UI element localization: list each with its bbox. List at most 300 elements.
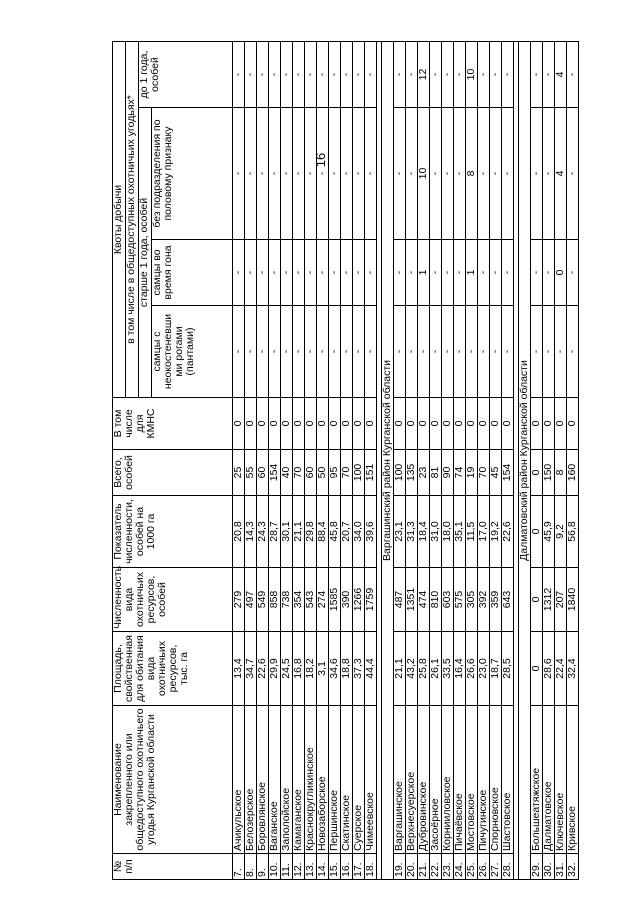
row-value: 34,6 <box>329 632 341 706</box>
row-value: - <box>466 306 478 398</box>
row-value: 0 <box>353 398 365 450</box>
row-value: 34,7 <box>245 632 257 706</box>
row-value: 45,8 <box>329 496 341 568</box>
row-value: - <box>543 240 555 306</box>
row-value: - <box>317 108 329 240</box>
row-value: 0 <box>466 398 478 450</box>
row-value: 18,4 <box>418 496 430 568</box>
row-number: 32. <box>567 854 579 880</box>
row-number: 19. <box>394 854 406 880</box>
row-value: 60 <box>305 450 317 496</box>
row-value: 22,6 <box>502 496 514 568</box>
row-value: 0 <box>394 398 406 450</box>
row-value: - <box>281 240 293 306</box>
row-value: 390 <box>341 568 353 632</box>
row-value: 13,4 <box>233 632 245 706</box>
row-name: Пичаёвское <box>454 706 466 854</box>
row-name: Корнииловское <box>442 706 454 854</box>
row-value: 0 <box>531 632 543 706</box>
table-row <box>567 41 579 879</box>
group-heading: Варгашинский район Курганской области <box>382 41 394 879</box>
table-row <box>365 41 377 879</box>
table-row <box>418 41 430 879</box>
row-value: 3,1 <box>317 632 329 706</box>
row-value: - <box>293 240 305 306</box>
rotated-table-frame <box>112 42 579 880</box>
row-value: 26,6 <box>466 632 478 706</box>
row-value: 0 <box>269 398 281 450</box>
row-value: 0 <box>233 398 245 450</box>
row-name: Краснокругликинское <box>305 706 317 854</box>
row-name: Боровлянское <box>257 706 269 854</box>
row-number: 23. <box>442 854 454 880</box>
group-heading-row <box>519 41 531 879</box>
table-row <box>442 41 454 879</box>
row-value: 543 <box>305 568 317 632</box>
header-num: № п/п <box>113 854 233 880</box>
table-row <box>478 41 490 879</box>
row-value: 279 <box>233 568 245 632</box>
row-value: 392 <box>478 568 490 632</box>
row-value: 25 <box>233 450 245 496</box>
row-value: - <box>478 108 490 240</box>
row-value: 70 <box>293 450 305 496</box>
row-value: 0 <box>531 496 543 568</box>
row-value: - <box>394 41 406 107</box>
row-value: - <box>233 108 245 240</box>
row-number: 10. <box>269 854 281 880</box>
row-value: - <box>454 306 466 398</box>
row-value: 32,4 <box>567 632 579 706</box>
header-males-rut: самцы во время гона <box>152 240 233 306</box>
row-value: - <box>442 41 454 107</box>
row-value: - <box>442 108 454 240</box>
row-value: 74 <box>454 450 466 496</box>
row-value: 28,5 <box>502 632 514 706</box>
table-body <box>233 41 579 879</box>
row-value: - <box>305 108 317 240</box>
row-value: - <box>442 306 454 398</box>
row-value: - <box>341 108 353 240</box>
row-value: 0 <box>502 398 514 450</box>
row-name: Першинское <box>329 706 341 854</box>
row-number: 28. <box>502 854 514 880</box>
row-value: 28,7 <box>269 496 281 568</box>
row-value: 23,0 <box>478 632 490 706</box>
row-value: 0 <box>531 450 543 496</box>
row-number: 29. <box>531 854 543 880</box>
row-value: 45 <box>490 450 502 496</box>
row-value: - <box>233 41 245 107</box>
row-value: 643 <box>502 568 514 632</box>
row-value: 90 <box>442 450 454 496</box>
row-name: Суерское <box>353 706 365 854</box>
row-value: 21,1 <box>394 632 406 706</box>
row-value: - <box>502 306 514 398</box>
row-number: 25. <box>466 854 478 880</box>
row-value: 0 <box>341 398 353 450</box>
row-value: 858 <box>269 568 281 632</box>
row-value: - <box>305 41 317 107</box>
row-value: 26,1 <box>430 632 442 706</box>
row-value: - <box>353 240 365 306</box>
row-value: 0 <box>430 398 442 450</box>
row-name: Пичугинское <box>478 706 490 854</box>
row-value: 497 <box>245 568 257 632</box>
table-row <box>543 41 555 879</box>
row-value: - <box>543 108 555 240</box>
table-row <box>317 41 329 879</box>
row-value: 24,5 <box>281 632 293 706</box>
row-value: - <box>478 41 490 107</box>
row-value: 40 <box>281 450 293 496</box>
row-value: 31,0 <box>430 496 442 568</box>
row-name: Верхнесуерское <box>406 706 418 854</box>
row-value: 0 <box>442 398 454 450</box>
row-value: 1 <box>466 240 478 306</box>
row-value: - <box>454 240 466 306</box>
row-value: - <box>305 306 317 398</box>
header-name: Наименование закрепленного или общедоступного охотничьего угодья Курганской области <box>113 706 233 854</box>
table-row <box>329 41 341 879</box>
row-value: 575 <box>454 568 466 632</box>
row-value: - <box>317 306 329 398</box>
row-value: 738 <box>281 568 293 632</box>
row-number: 31. <box>555 854 567 880</box>
row-value: - <box>406 41 418 107</box>
table-row <box>305 41 317 879</box>
row-name: Далматовское <box>543 706 555 854</box>
row-value: 1840 <box>567 568 579 632</box>
row-value: 1585 <box>329 568 341 632</box>
table-row <box>490 41 502 879</box>
table-row <box>394 41 406 879</box>
row-value: 23,1 <box>394 496 406 568</box>
row-value: 70 <box>478 450 490 496</box>
row-number: 9. <box>257 854 269 880</box>
row-name: Скатинское <box>341 706 353 854</box>
table-row <box>269 41 281 879</box>
row-value: - <box>531 108 543 240</box>
row-value: - <box>567 306 579 398</box>
header-under-one: до 1 года, особей <box>139 41 233 107</box>
row-value: 34,0 <box>353 496 365 568</box>
row-value: - <box>329 240 341 306</box>
row-value: 274 <box>317 568 329 632</box>
table-row <box>341 41 353 879</box>
row-value: 28,6 <box>543 632 555 706</box>
table-row <box>406 41 418 879</box>
table-row <box>502 41 514 879</box>
row-value: 11,5 <box>466 496 478 568</box>
row-value: 20,7 <box>341 496 353 568</box>
row-value: - <box>430 240 442 306</box>
row-number: 21. <box>418 854 430 880</box>
row-value: 151 <box>365 450 377 496</box>
row-value: - <box>442 240 454 306</box>
row-value: 22,6 <box>257 632 269 706</box>
row-value: 207 <box>555 568 567 632</box>
row-value: 23 <box>418 450 430 496</box>
row-number: 24. <box>454 854 466 880</box>
row-value: 154 <box>269 450 281 496</box>
row-name: Новозаборское <box>317 706 329 854</box>
row-name: Чимеевское <box>365 706 377 854</box>
table-row <box>430 41 442 879</box>
row-value: 0 <box>245 398 257 450</box>
row-value: 8 <box>555 450 567 496</box>
row-value: - <box>490 240 502 306</box>
row-value: 29,9 <box>269 632 281 706</box>
table-row <box>233 41 245 879</box>
row-value: 10 <box>418 108 430 240</box>
row-value: 39,6 <box>365 496 377 568</box>
row-value: - <box>394 240 406 306</box>
row-value: 10 <box>466 41 478 107</box>
row-value: - <box>394 108 406 240</box>
row-name: Шастовское <box>502 706 514 854</box>
row-value: 18,2 <box>305 632 317 706</box>
row-value: 160 <box>567 450 579 496</box>
row-value: - <box>454 41 466 107</box>
row-name: Варгашинское <box>394 706 406 854</box>
row-value: 0 <box>293 398 305 450</box>
row-value: 43,2 <box>406 632 418 706</box>
row-value: 14,3 <box>245 496 257 568</box>
row-value: 56,8 <box>567 496 579 568</box>
row-number: 7. <box>233 854 245 880</box>
row-value: - <box>257 306 269 398</box>
row-value: 33,5 <box>442 632 454 706</box>
table-row <box>531 41 543 879</box>
row-number: 26. <box>478 854 490 880</box>
row-number: 16. <box>341 854 353 880</box>
row-value: 1312 <box>543 568 555 632</box>
table-row <box>281 41 293 879</box>
row-value: - <box>245 306 257 398</box>
row-name: Ачикульское <box>233 706 245 854</box>
row-value: - <box>567 240 579 306</box>
row-value: 810 <box>430 568 442 632</box>
row-name: Большеатяжское <box>531 706 543 854</box>
group-heading: Далматовский район Курганской области <box>519 41 531 879</box>
row-value: 0 <box>454 398 466 450</box>
row-value: - <box>293 108 305 240</box>
row-value: - <box>531 41 543 107</box>
row-value: 0 <box>478 398 490 450</box>
row-value: - <box>293 41 305 107</box>
row-number: 8. <box>245 854 257 880</box>
header-public: в том числе в общедоступных охотничьих угодьях* <box>126 41 139 397</box>
row-value: - <box>567 41 579 107</box>
row-value: 16,8 <box>293 632 305 706</box>
row-value: 0 <box>567 398 579 450</box>
row-value: - <box>329 41 341 107</box>
row-value: 100 <box>353 450 365 496</box>
row-value: 30,1 <box>281 496 293 568</box>
row-number: 30. <box>543 854 555 880</box>
row-value: 359 <box>490 568 502 632</box>
header-area: Площадь, свойственная для обитания вида охотничьих ресурсов, тыс. га <box>113 632 233 706</box>
row-value: - <box>454 108 466 240</box>
row-value: 12 <box>418 41 430 107</box>
row-value: 17,0 <box>478 496 490 568</box>
row-value: - <box>329 108 341 240</box>
row-value: 0 <box>281 398 293 450</box>
table-row <box>353 41 365 879</box>
row-name: Белозерское <box>245 706 257 854</box>
row-value: - <box>430 41 442 107</box>
row-value: 603 <box>442 568 454 632</box>
row-value: - <box>406 306 418 398</box>
table-row <box>245 41 257 879</box>
row-value: 35,1 <box>454 496 466 568</box>
row-value: - <box>531 240 543 306</box>
row-value: - <box>365 108 377 240</box>
row-value: 0 <box>257 398 269 450</box>
row-value: - <box>245 240 257 306</box>
row-value: 0 <box>365 398 377 450</box>
row-value: 4 <box>555 108 567 240</box>
row-value: 21,1 <box>293 496 305 568</box>
row-value: 154 <box>502 450 514 496</box>
row-value: - <box>365 306 377 398</box>
row-name: Ключевское <box>555 706 567 854</box>
row-value: 4 <box>555 41 567 107</box>
row-value: - <box>341 240 353 306</box>
row-name: Засоёрное <box>430 706 442 854</box>
row-value: 305 <box>466 568 478 632</box>
row-value: - <box>353 306 365 398</box>
table-row <box>293 41 305 879</box>
row-value: - <box>233 306 245 398</box>
header-quotas: Квоты добычи <box>113 41 126 397</box>
row-value: - <box>269 41 281 107</box>
row-name: Камаганское <box>293 706 305 854</box>
row-value: - <box>430 306 442 398</box>
row-value: 0 <box>317 398 329 450</box>
group-heading-row <box>382 41 394 879</box>
row-value: 354 <box>293 568 305 632</box>
row-value: 0 <box>543 398 555 450</box>
row-value: 474 <box>418 568 430 632</box>
row-value: - <box>353 108 365 240</box>
row-value: - <box>406 240 418 306</box>
row-value: 0 <box>555 240 567 306</box>
row-name: Заполойское <box>281 706 293 854</box>
row-value: 487 <box>394 568 406 632</box>
row-number: 18. <box>365 854 377 880</box>
header-males-antlers: самцы с неокостеневши ми рогами (пантами) <box>152 306 233 398</box>
row-value: 18,7 <box>490 632 502 706</box>
row-value: 0 <box>531 398 543 450</box>
table-row <box>466 41 478 879</box>
row-value: 0 <box>418 398 430 450</box>
row-value: - <box>341 41 353 107</box>
row-value: 16,4 <box>454 632 466 706</box>
row-number: 13. <box>305 854 317 880</box>
row-value: 135 <box>406 450 418 496</box>
row-value: 25,8 <box>418 632 430 706</box>
row-value: - <box>430 108 442 240</box>
row-value: - <box>478 306 490 398</box>
table-row <box>555 41 567 879</box>
row-value: - <box>567 108 579 240</box>
row-value: - <box>543 41 555 107</box>
hunting-quota-table <box>112 41 579 880</box>
row-value: 1266 <box>353 568 365 632</box>
row-value: - <box>281 108 293 240</box>
row-value: 9,2 <box>555 496 567 568</box>
row-value: - <box>478 240 490 306</box>
row-value: 95 <box>329 450 341 496</box>
row-value: - <box>233 240 245 306</box>
row-value: 100 <box>394 450 406 496</box>
row-value: - <box>257 108 269 240</box>
row-value: - <box>543 306 555 398</box>
row-value: - <box>502 108 514 240</box>
row-value: - <box>502 41 514 107</box>
row-name: Мостовское <box>466 706 478 854</box>
row-value: - <box>269 240 281 306</box>
row-value: 88,4 <box>317 496 329 568</box>
header-count: Численность вида охотничьих ресурсов, особей <box>113 568 233 632</box>
row-value: - <box>418 306 430 398</box>
row-name: Кривское <box>567 706 579 854</box>
row-value: 150 <box>543 450 555 496</box>
row-value: 0 <box>490 398 502 450</box>
row-value: 70 <box>341 450 353 496</box>
row-value: - <box>341 306 353 398</box>
page-number: 16 <box>312 152 328 168</box>
row-value: - <box>365 41 377 107</box>
row-value: 0 <box>329 398 341 450</box>
row-number: 15. <box>329 854 341 880</box>
row-value: 0 <box>555 398 567 450</box>
row-value: 20,8 <box>233 496 245 568</box>
header-no-sex: без подразделения по половому признаку <box>152 108 233 240</box>
row-number: 27. <box>490 854 502 880</box>
row-value: - <box>353 41 365 107</box>
row-value: - <box>245 41 257 107</box>
row-value: - <box>245 108 257 240</box>
row-number: 14. <box>317 854 329 880</box>
row-value: 8 <box>466 108 478 240</box>
row-value: 0 <box>305 398 317 450</box>
row-name: Дубровинское <box>418 706 430 854</box>
row-value: 37,3 <box>353 632 365 706</box>
row-value: 0 <box>531 568 543 632</box>
row-number: 22. <box>430 854 442 880</box>
row-value: - <box>490 41 502 107</box>
row-value: 549 <box>257 568 269 632</box>
table-row <box>257 41 269 879</box>
row-value: - <box>317 41 329 107</box>
rotated-table <box>112 42 579 880</box>
row-value: 22,4 <box>555 632 567 706</box>
row-name: Ваганское <box>269 706 281 854</box>
row-number: 20. <box>406 854 418 880</box>
row-value: 31,3 <box>406 496 418 568</box>
row-value: - <box>555 306 567 398</box>
table-row <box>454 41 466 879</box>
row-value: - <box>281 306 293 398</box>
header-total: Всего, особей <box>113 450 233 496</box>
row-number: 12. <box>293 854 305 880</box>
row-value: 0 <box>406 398 418 450</box>
row-value: - <box>365 240 377 306</box>
row-value: 44,4 <box>365 632 377 706</box>
